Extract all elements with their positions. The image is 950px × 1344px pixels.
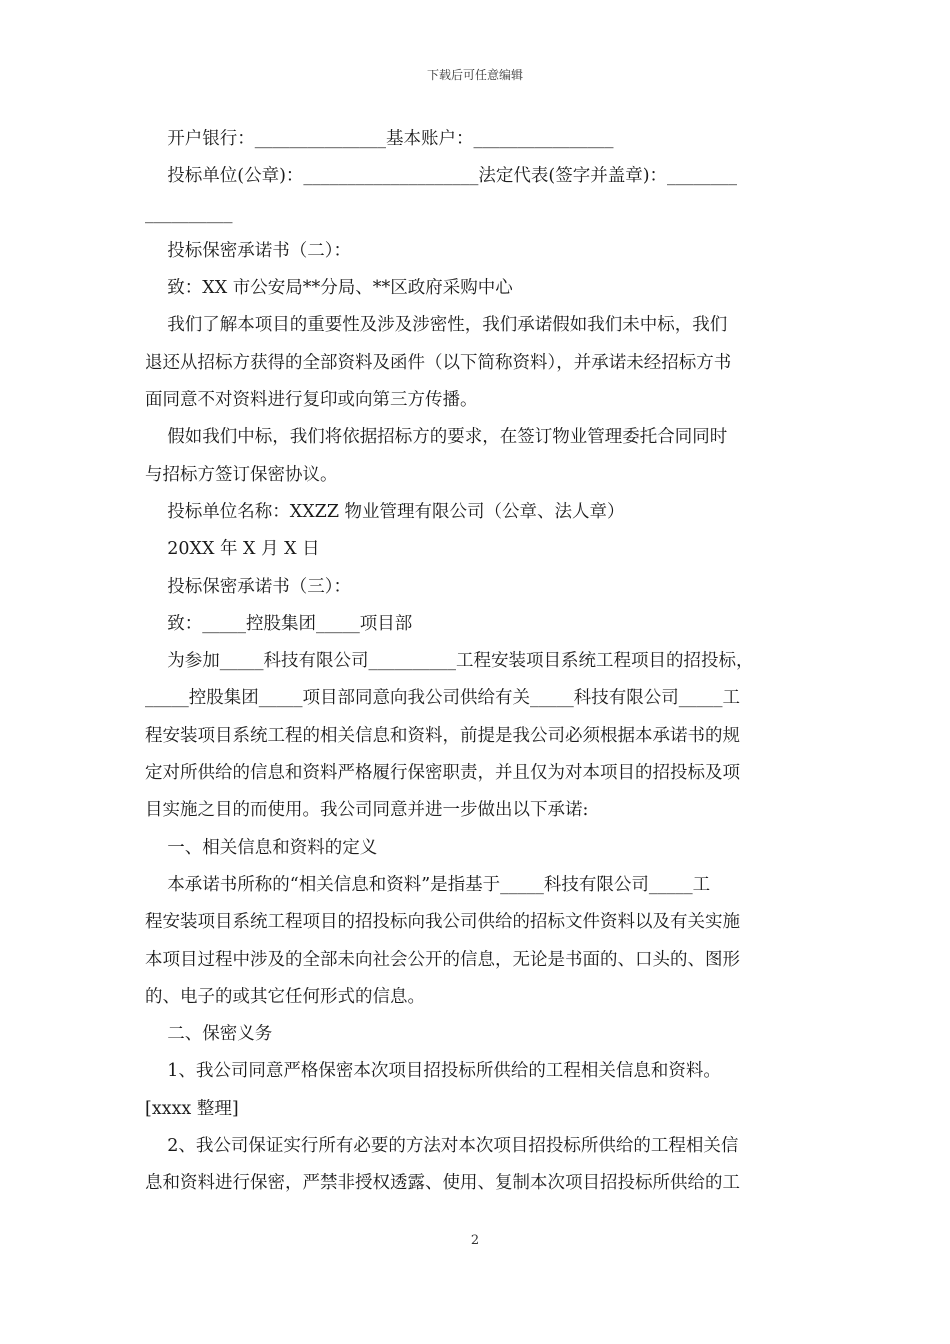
text-line: 1、我公司同意严格保密本次项目招投标所供给的工程相关信息和资料。 xyxy=(145,1061,721,1082)
text-line: 一、相关信息和资料的定义 xyxy=(145,837,378,858)
text-line: 致：XX 市公安局**分局、**区政府采购中心 xyxy=(145,278,513,299)
text-line: 本承诺书所称的“相关信息和资料”是指基于_____科技有限公司_____工 xyxy=(145,874,711,895)
document-body xyxy=(145,121,807,1203)
text-line: 投标保密承诺书（二）： xyxy=(145,240,352,261)
text-line: 退还从招标方获得的全部资料及函件（以下简称资料），并承诺未经招标方书 xyxy=(145,352,732,373)
text-line: 2、我公司保证实行所有必要的方法对本次项目招投标所供给的工程相关信 xyxy=(145,1136,739,1157)
text-line: 假如我们中标，我们将依据招标方的要求，在签订物业管理委托合同同时 xyxy=(145,427,728,448)
page-number: 2 xyxy=(470,1233,480,1248)
text-line: [xxxx 整理] xyxy=(145,1098,239,1119)
text-line: 面同意不对资料进行复印或向第三方传播。 xyxy=(145,390,478,411)
text-line: 程安装项目系统工程项目的招投标向我公司供给的招标文件资料以及有关实施 xyxy=(145,912,740,933)
text-line: 开户银行：_______________基本账户：________________ xyxy=(145,129,614,149)
text-line: 投标单位名称：XXZZ 物业管理有限公司（公章、法人章） xyxy=(145,501,625,522)
text-line: 致：_____控股集团_____项目部 xyxy=(145,613,413,634)
text-line: 为参加_____科技有限公司__________工程安装项目系统工程项目的招投标， xyxy=(145,651,754,672)
text-line: 本项目过程中涉及的全部未向社会公开的信息，无论是书面的、口头的、图形 xyxy=(145,949,740,970)
text-line: __________ xyxy=(145,203,233,224)
text-line: 程安装项目系统工程的相关信息和资料，前提是我公司必须根据本承诺书的规 xyxy=(145,725,740,746)
text-line: 目实施之目的而使用。我公司同意并进一步做出以下承诺: xyxy=(145,800,589,821)
text-line: 20XX 年 X 月 X 日 xyxy=(145,539,320,560)
text-line: 的、电子的或其它任何形式的信息。 xyxy=(145,986,425,1007)
text-line: _____控股集团_____项目部同意向我公司供给有关_____科技有限公司_____工 xyxy=(145,688,740,709)
text-line: 与招标方签订保密协议。 xyxy=(145,464,338,485)
text-line: 息和资料进行保密，严禁非授权透露、使用、复制本次项目招投标所供给的工 xyxy=(145,1173,740,1194)
text-line: 投标保密承诺书（三）： xyxy=(145,576,352,597)
text-line: 二、保密义务 xyxy=(145,1024,273,1045)
text-line: 我们了解本项目的重要性及涉及涉密性，我们承诺假如我们未中标，我们 xyxy=(145,315,728,336)
page-header: 下载后可任意编辑 xyxy=(426,68,523,82)
text-line: 定对所供给的信息和资料严格履行保密职责，并且仅为对本项目的招投标及项 xyxy=(145,763,740,784)
text-line: 投标单位(公章)：____________________法定代表(签字并盖章)：________ xyxy=(145,166,738,187)
